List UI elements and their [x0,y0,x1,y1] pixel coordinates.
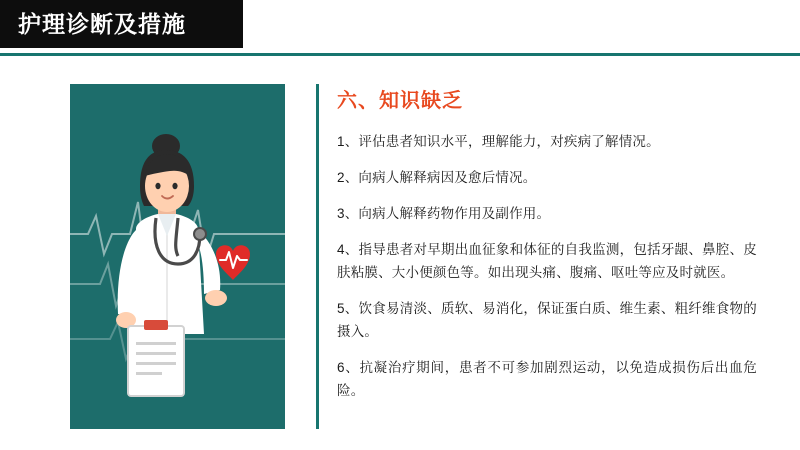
list-item: 1、评估患者知识水平，理解能力，对疾病了解情况。 [337,134,660,149]
vertical-divider [316,84,319,429]
list-item: 2、向病人解释病因及愈后情况。 [337,170,537,185]
list-item: 3、向病人解释药物作用及副作用。 [337,206,551,221]
page-title: 护理诊断及措施 [18,11,186,37]
content-area [337,88,757,415]
illustration-panel [70,84,285,429]
header-underline-left [0,53,243,56]
list-item: 5、饮食易清淡、质软、易消化，保证蛋白质、维生素、粗纤维食物的摄入。 [337,301,757,339]
list-item: 4、指导患者对早期出血征象和体征的自我监测，包括牙龈、鼻腔、皮肤粘膜、大小便颜色等。如出现头痛、腹痛、呕吐等应及时就医。 [337,242,757,280]
header-underline-right [243,53,800,56]
section-title: 六、知识缺乏 [337,90,463,112]
list-item: 6、抗凝治疗期间，患者不可参加剧烈运动，以免造成损伤后出血危险。 [337,360,757,398]
doctor-illustration [70,114,285,429]
slide-header [0,0,800,56]
